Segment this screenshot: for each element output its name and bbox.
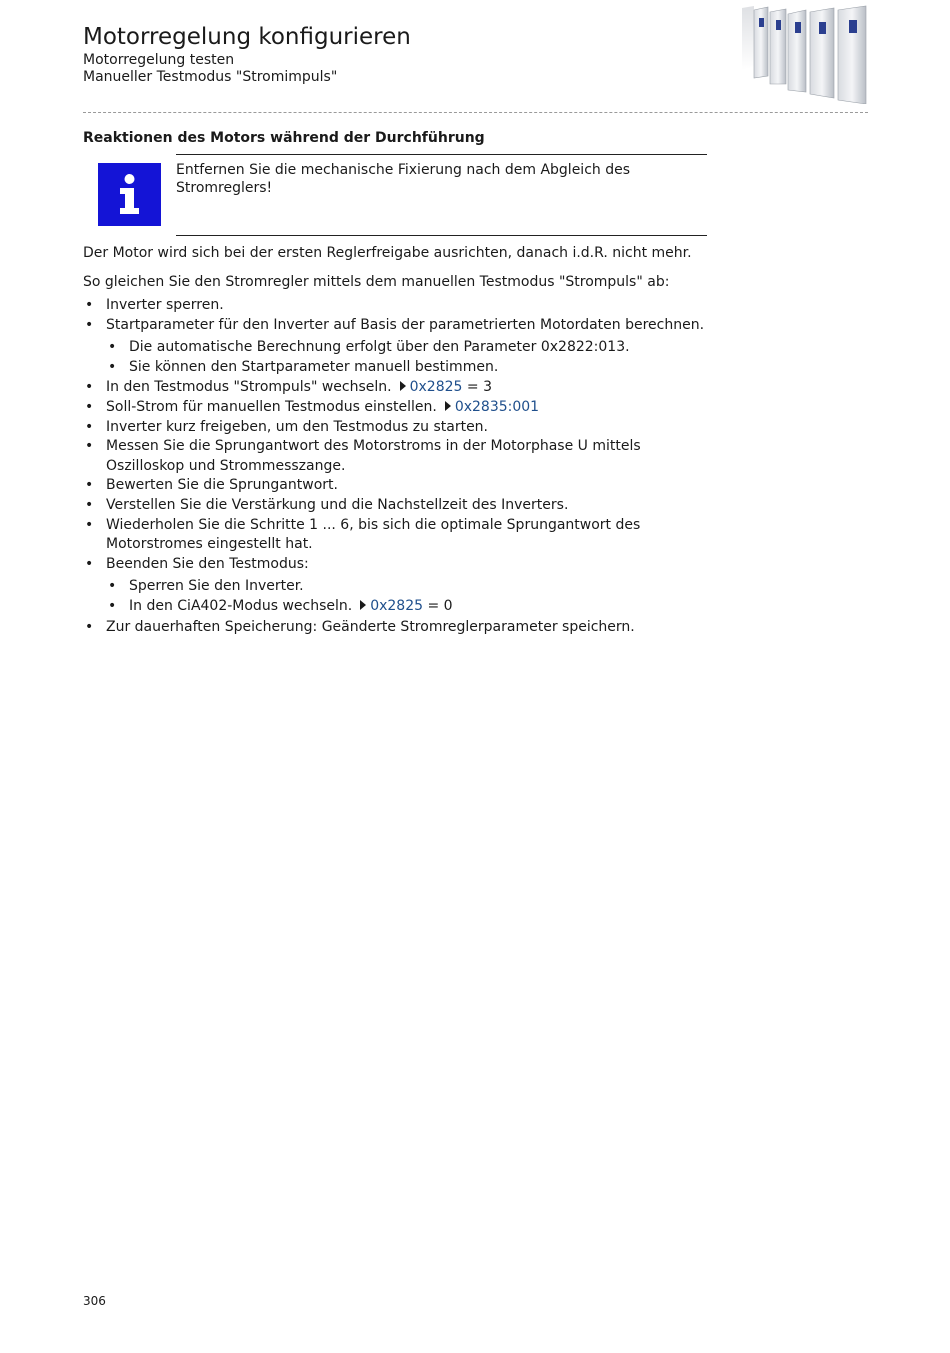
list-item [83, 618, 713, 638]
step-text: Sie können den Startparameter manuell bestimmen. [129, 358, 499, 375]
paragraph-instructions: So gleichen Sie den Stromregler mittels dem manuellen Testmodus "Strompuls" ab: [83, 274, 670, 290]
step-text: Soll-Strom für manuellen Testmodus einstellen. [106, 398, 437, 415]
list-item [83, 378, 713, 398]
step-text: Inverter kurz freigeben, um den Testmodus zu starten. [106, 418, 488, 435]
step-text: Wiederholen Sie die Schritte 1 ... 6, bis sich die optimale Sprungantwort des Motorstromes eingestellt hat. [106, 516, 641, 553]
page-header [83, 22, 723, 86]
list-item [83, 476, 713, 496]
list-item [106, 577, 713, 597]
step-value: = 0 [423, 597, 453, 614]
inverter-devices-image [740, 4, 870, 104]
section-heading: Reaktionen des Motors während der Durchführung [83, 130, 485, 146]
note-bottom-rule [176, 235, 707, 236]
parameter-link[interactable]: 0x2825 [409, 379, 463, 396]
header-separator [83, 112, 868, 113]
main-content [83, 128, 713, 637]
step-text: Verstellen Sie die Verstärkung und die Nachstellzeit des Inverters. [106, 496, 569, 513]
step-text: Inverter sperren. [106, 297, 224, 313]
info-note [83, 154, 713, 236]
note-top-rule [176, 154, 707, 155]
list-item [83, 555, 713, 617]
step-text: In den CiA402-Modus wechseln. [129, 597, 353, 614]
triangle-right-icon [400, 381, 406, 391]
info-icon [98, 163, 161, 226]
page-title: Motorregelung konfigurieren [83, 24, 411, 50]
sub-list [106, 577, 713, 616]
list-item [106, 597, 713, 617]
list-item [106, 358, 713, 378]
step-text: Messen Sie die Sprungantwort des Motorstroms in der Motorphase U mittels Oszilloskop und Strommesszange. [106, 438, 641, 474]
list-item [106, 338, 713, 358]
list-item [83, 418, 713, 438]
step-text: Bewerten Sie die Sprungantwort. [106, 477, 338, 494]
list-item [83, 316, 713, 378]
note-text: Entfernen Sie die mechanische Fixierung nach dem Abgleich des Stromreglers! [176, 162, 631, 196]
step-value: = 3 [462, 379, 492, 396]
section-title: Motorregelung testen [83, 52, 235, 68]
step-text: Die automatische Berechnung erfolgt über den Parameter 0x2822:013. [129, 339, 630, 356]
list-item [83, 496, 713, 516]
parameter-link[interactable]: 0x2835:001 [454, 398, 540, 415]
list-item [83, 296, 713, 316]
paragraph-alignment: Der Motor wird sich bei der ersten Reglerfreigabe ausrichten, danach i.d.R. nicht mehr. [83, 245, 692, 261]
step-text: Sperren Sie den Inverter. [129, 578, 304, 595]
triangle-right-icon [445, 401, 451, 411]
subsection-title: Manueller Testmodus "Stromimpuls" [83, 69, 338, 85]
page-number: 306 [83, 1294, 106, 1308]
step-text: Startparameter für den Inverter auf Basis der parametrierten Motordaten berechnen. [106, 316, 705, 333]
step-text: Beenden Sie den Testmodus: [106, 555, 309, 572]
triangle-right-icon [360, 600, 366, 610]
list-item [83, 516, 713, 555]
list-item [83, 398, 713, 418]
step-text: In den Testmodus "Strompuls" wechseln. [106, 379, 392, 396]
steps-list [83, 296, 713, 637]
parameter-link[interactable]: 0x2825 [370, 597, 424, 614]
step-text: Zur dauerhaften Speicherung: Geänderte Stromreglerparameter speichern. [106, 618, 635, 635]
sub-list [106, 338, 713, 377]
list-item [83, 437, 713, 476]
